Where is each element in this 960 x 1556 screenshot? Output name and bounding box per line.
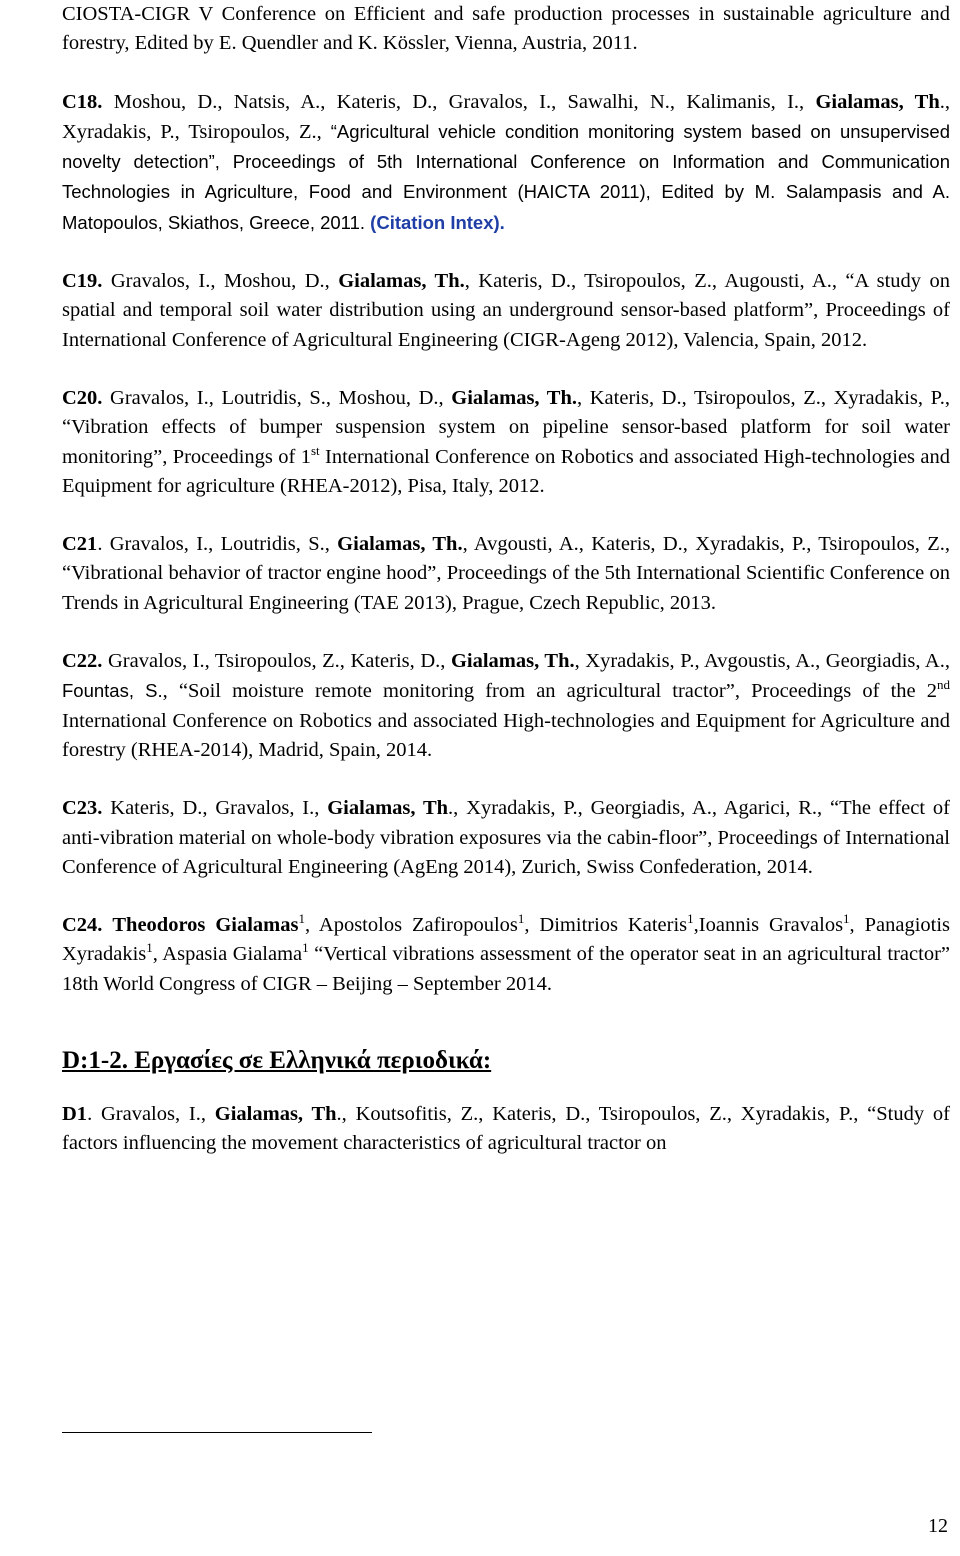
section-heading: D:1-2. Εργασίες σε Ελληνικά περιοδικά:	[62, 1047, 492, 1075]
reference-continuation	[62, 0, 950, 59]
ref-author-highlight: Gialamas, Th	[327, 797, 449, 820]
ref-author-highlight: Theodoros Gialamas	[112, 914, 299, 937]
affiliation-superscript: 1	[146, 940, 153, 956]
affiliation-superscript: 1	[302, 940, 309, 956]
ref-authors: , Xyradakis, P., Avgoustis, A., Georgiadis, A.,	[574, 650, 950, 673]
reference-c19	[62, 267, 950, 355]
ref-title: International Conference on Robotics and associated High-technologies and Equipment for agriculture (RHEA-2012), Pisa, Italy, 2012.	[62, 445, 950, 497]
ref-title: “A study on spatial and temporal soil water distribution using an underground sensor-based platform”, Proceedings of International Conference of Agricultural Engineering (CIGR-Ageng 2012), Valencia, Spain, 2012.	[62, 270, 950, 351]
affiliation-superscript: 1	[298, 911, 305, 927]
document-page	[62, 0, 950, 1159]
ref-authors: Gravalos, I., Tsiropoulos, Z., Kateris, D.,	[102, 650, 451, 673]
ref-title: “Vibrational behavior of tractor engine hood”, Proceedings of the 5th International Scientific Conference on Trends in Agricultural Engineering (TAE 2013), Prague, Czech Republic, 2013.	[62, 562, 950, 614]
affiliation-superscript: 1	[517, 911, 525, 927]
ref-label: C20.	[62, 386, 103, 409]
ordinal-superscript: nd	[937, 677, 951, 693]
ref-authors: ., Xyradakis, P., Georgiadis, A., Agarici, R.,	[448, 797, 830, 820]
ref-authors: ., Xyradakis, P., Tsiropoulos, Z.,	[62, 90, 950, 143]
ref-authors: Gravalos, I., Loutridis, S., Moshou, D.,	[102, 386, 452, 409]
affiliation-superscript: 1	[843, 911, 850, 927]
ref-authors: ., Koutsofitis, Z., Kateris, D., Tsiropoulos, Z., Xyradakis, P.,	[336, 1103, 868, 1126]
ref-author-highlight: Gialamas, Th.	[450, 650, 575, 673]
ref-authors: Moshou, D., Natsis, A., Kateris, D., Gravalos, I., Sawalhi, N., Kalimanis, I.,	[102, 90, 816, 113]
ref-authors: Fountas, S.	[62, 680, 163, 702]
page-number: 12	[928, 1515, 948, 1537]
ref-authors: ,Ioannis Gravalos	[693, 914, 844, 937]
reference-c24	[62, 911, 950, 999]
ref-title: “Vertical vibrations assessment of the operator seat in an agricultural tractor” 18th World Congress of CIGR – Beijing – September 2014.	[62, 943, 950, 995]
ref-label: C18.	[62, 90, 103, 113]
ref-title: “Study of factors influencing the movement characteristics of agricultural tractor on	[62, 1103, 950, 1155]
ref-title: “The effect of anti-vibration material on whole-body vibration exposures via the cabin-floor”, Proceedings of International Conference of Agricultural Engineering (AgEng 2014), Zurich, Swiss Confederation, 2014.	[62, 797, 950, 878]
reference-c22	[62, 647, 950, 765]
ref-title: “Vibration effects of bumper suspension system on pipeline sensor-based platform for soil water monitoring”, Proceedings of 1	[62, 416, 950, 468]
citation-note: (Citation Intex).	[370, 211, 505, 233]
ref-authors: , Panagiotis Xyradakis	[62, 914, 951, 966]
ref-author-highlight: Gialamas, Th.	[451, 386, 577, 409]
ref-label: C22.	[62, 650, 103, 673]
reference-c18	[62, 88, 950, 238]
ref-authors: , Dimitrios Kateris	[524, 914, 688, 937]
reference-c21	[62, 530, 950, 618]
ref-label: D1	[62, 1103, 88, 1126]
ref-authors: , Aspasia Gialama	[152, 943, 303, 966]
ref-author-highlight: Gialamas, Th.	[337, 533, 463, 556]
ref-title: , “Soil moisture remote monitoring from an agricultural tractor”, Proceedings of the 2	[162, 680, 938, 703]
ref-author-highlight: Gialamas, Th	[214, 1103, 337, 1126]
reference-c23	[62, 794, 950, 882]
footnote-separator	[62, 1432, 372, 1433]
ref-authors: , Avgousti, A., Kateris, D., Xyradakis, P., Tsiropoulos, Z.,	[462, 533, 950, 556]
ordinal-superscript: st	[310, 442, 320, 458]
ref-authors: . Gravalos, I.,	[87, 1103, 215, 1126]
ref-label: C23.	[62, 797, 103, 820]
ref-authors: , Apostolos Zafiropoulos	[304, 914, 518, 937]
ref-author-highlight: Gialamas, Th.	[338, 270, 465, 293]
continuation-text: CIOSTA-CIGR V Conference on Efficient and safe production processes in sustainable agriculture and forestry, Edited by E. Quendler and K. Kössler, Vienna, Austria, 2011.	[62, 3, 950, 55]
ref-authors: Gravalos, I., Moshou, D.,	[102, 270, 339, 293]
ref-title: “Agricultural vehicle condition monitoring system based on unsupervised novelty detection”, Proceedings of 5th International Conference on Information and Communication Technologies in Agriculture, Food and Environment (HAICTA 2011), Edited by M. Salampasis and A. Matopoulos, Skiathos, Greece, 2011.	[62, 120, 950, 233]
ref-authors: Kateris, D., Gravalos, I.,	[102, 797, 328, 820]
ref-label: C19.	[62, 270, 103, 293]
ref-title: International Conference on Robotics and associated High-technologies and Equipment for Agriculture and forestry (RHEA-2014), Madrid, Spain, 2014.	[62, 709, 950, 761]
affiliation-superscript: 1	[687, 911, 694, 927]
ref-label: C21	[62, 533, 98, 556]
reference-c20	[62, 384, 950, 501]
ref-authors: , Kateris, D., Tsiropoulos, Z., Xyradakis, P.,	[577, 386, 950, 409]
ref-authors: , Kateris, D., Tsiropoulos, Z., Augousti, A.,	[464, 270, 846, 293]
ref-label: C24.	[62, 914, 103, 937]
reference-d1	[62, 1100, 950, 1159]
ref-authors: . Gravalos, I., Loutridis, S.,	[97, 533, 338, 556]
ref-author-highlight: Gialamas, Th	[815, 90, 940, 113]
